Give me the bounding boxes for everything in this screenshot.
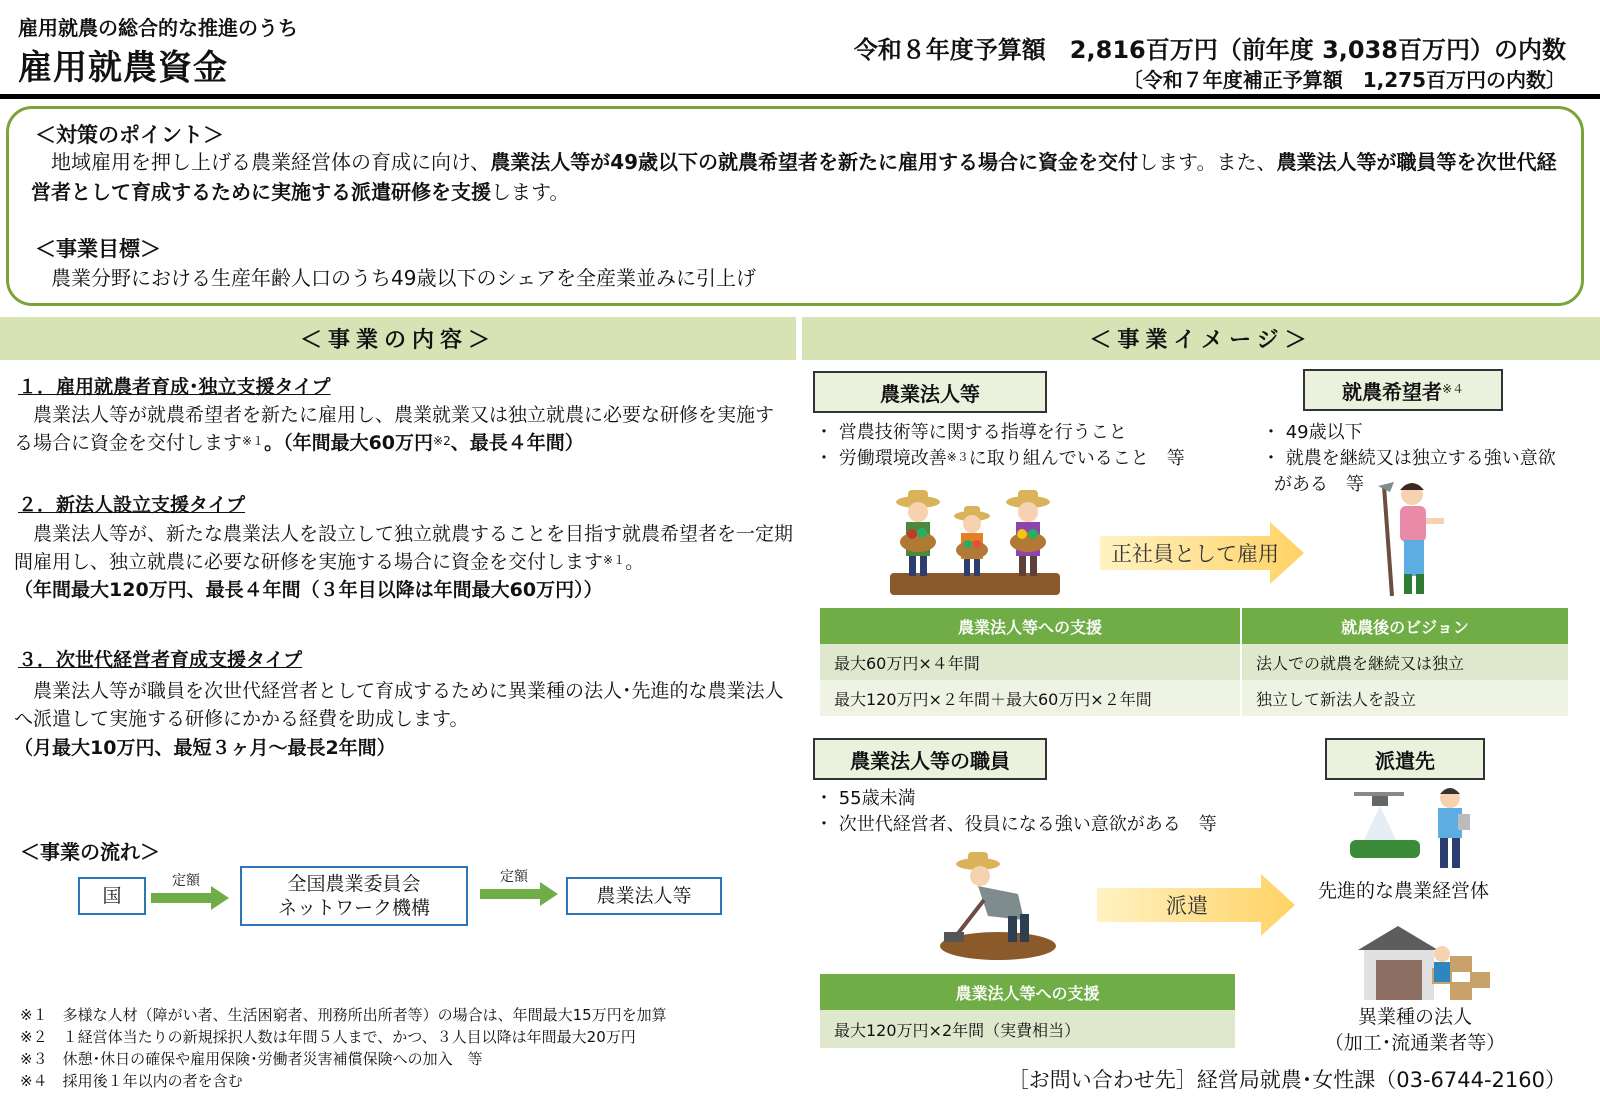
header-rule xyxy=(0,94,1600,99)
header-subtitle: 雇用就農の総合的な推進のうち xyxy=(18,16,298,40)
flow-box-farm-corp: 農業法人等 xyxy=(566,877,722,915)
table-row: 最大120万円×2年間（実費相当） xyxy=(820,1010,1235,1048)
budget-line: 令和８年度予算額 2,816百万円（前年度 3,038百万円）の内数 xyxy=(853,36,1566,64)
farmers-illustration-icon xyxy=(890,488,1060,598)
flow-box-network: 全国農業委員会 ネットワーク機構 xyxy=(240,866,468,926)
contact-info: ［お問い合わせ先］経営局就農･女性課（03-6744-2160） xyxy=(1007,1068,1566,1092)
support-vision-table xyxy=(820,608,1568,716)
table1-header-support: 農業法人等への支援 xyxy=(820,608,1240,644)
type3-amount: （月最大10万円、最短３ヶ月～最長2年間） xyxy=(14,737,396,759)
table2-header: 農業法人等への支援 xyxy=(820,974,1235,1010)
table-row: 最大60万円×４年間 法人での就農を継続又は独立 xyxy=(820,644,1568,680)
type3-title: ３．次世代経営者育成支援タイプ xyxy=(18,649,303,671)
flow-box-country: 国 xyxy=(78,877,146,915)
drone-farming-icon xyxy=(1350,784,1480,874)
footnote-2: ※２ １経営体当たりの新規採択人数は年間５人まで、かつ、３人目以降は年間最大20万円 xyxy=(20,1028,636,1046)
goal-text: 農業分野における生産年齢人口のうち49歳以下のシェアを全産業並みに引上げ xyxy=(31,266,757,290)
image-section-header: ＜事業イメージ＞ xyxy=(802,317,1600,360)
points-text: 地域雇用を押し上げる農業経営体の育成に向け、農業法人等が49歳以下の就農希望者を新たに雇用する場合に資金を交付します。また、農業法人等が職員等を次世代経営者として育成するために実施する派遣研修を支援します。 xyxy=(31,150,1557,204)
flow-arrow1-icon xyxy=(151,886,231,910)
page-title: 雇用就農資金 xyxy=(18,48,228,88)
footnote-3: ※３ 休憩･休日の確保や雇用保険･労働者災害補償保険への加入 等 xyxy=(20,1050,483,1068)
supplementary-budget-line: 〔令和７年度補正予算額 1,275百万円の内数〕 xyxy=(1122,68,1566,92)
dispatch-arrow-label: 派遣 xyxy=(1166,894,1208,918)
type1-title: １．雇用就農者育成･独立支援タイプ xyxy=(18,376,331,398)
flow-arrow2-label: 定額 xyxy=(500,869,528,885)
applicant-bullets: ・ 49歳以下 ・ 就農を継続又は独立する強い意欲 がある 等 xyxy=(1262,422,1556,495)
content-section-header: ＜事業の内容＞ xyxy=(0,317,796,360)
type2-text: 農業法人等が、新たな農業法人を設立して独立就農することを目指す就農希望者を一定期間雇用し、独立就農に必要な研修を実施する場合に資金を交付します$^{※1}$。 xyxy=(14,523,794,573)
warehouse-icon xyxy=(1352,924,1492,1004)
staff-illustration-icon xyxy=(938,850,1058,962)
type2-amount: （年間最大120万円、最長４年間（３年目以降は年間最大60万円）） xyxy=(14,579,603,601)
applicant-label: 就農希望者 ※４ xyxy=(1303,369,1503,411)
staff-label: 農業法人等の職員 xyxy=(813,738,1047,780)
footnote-1: ※１ 多様な人材（障がい者、生活困窮者、刑務所出所者等）の場合は、年間最大15万円を加算 xyxy=(20,1006,667,1024)
goal-heading: ＜事業目標＞ xyxy=(35,237,161,261)
dispatch-dest-label: 派遣先 xyxy=(1325,738,1485,780)
staff-support-table xyxy=(820,974,1235,1048)
footnotes xyxy=(20,1004,800,1092)
table-row: 最大120万円×２年間＋最大60万円×２年間 独立して新法人を設立 xyxy=(820,680,1568,716)
type1-text: 農業法人等が就農希望者を新たに雇用し、農業就業又は独立就農に必要な研修を実施する場合に資金を交付します$^{※1}$。（年間最大60万円$^{※2}$、最長４年間） xyxy=(14,404,775,454)
advanced-farm-caption: 先進的な農業経営体 xyxy=(1318,880,1490,902)
flow-arrow2-icon xyxy=(480,882,560,906)
table1-header-vision: 就農後のビジョン xyxy=(1240,608,1568,644)
flow-title: ＜事業の流れ＞ xyxy=(20,840,160,864)
flow-arrow1-label: 定額 xyxy=(172,873,200,889)
applicant-illustration-icon xyxy=(1364,478,1454,598)
employer-bullets: ・ 営農技術等に関する指導を行うこと ・ 労働環境改善$^{※3}$に取り組んでいること 等 xyxy=(815,422,1185,469)
type3-text: 農業法人等が職員を次世代経営者として育成するために異業種の法人･先進的な農業法人へ派遣して実施する研修にかかる経費を助成します。 xyxy=(14,680,784,730)
points-heading: ＜対策のポイント＞ xyxy=(35,123,224,147)
other-industry-caption: 異業種の法人 （加工･流通業者等） xyxy=(1324,1006,1506,1054)
type2-title: ２．新法人設立支援タイプ xyxy=(18,494,246,516)
staff-bullets: ・ 55歳未満 ・ 次世代経営者、役員になる強い意欲がある 等 xyxy=(815,788,1217,835)
employ-arrow-label: 正社員として雇用 xyxy=(1111,542,1279,566)
employer-label: 農業法人等 xyxy=(813,371,1047,413)
points-box xyxy=(6,106,1584,306)
footnote-4: ※４ 採用後１年以内の者を含む xyxy=(20,1072,243,1090)
